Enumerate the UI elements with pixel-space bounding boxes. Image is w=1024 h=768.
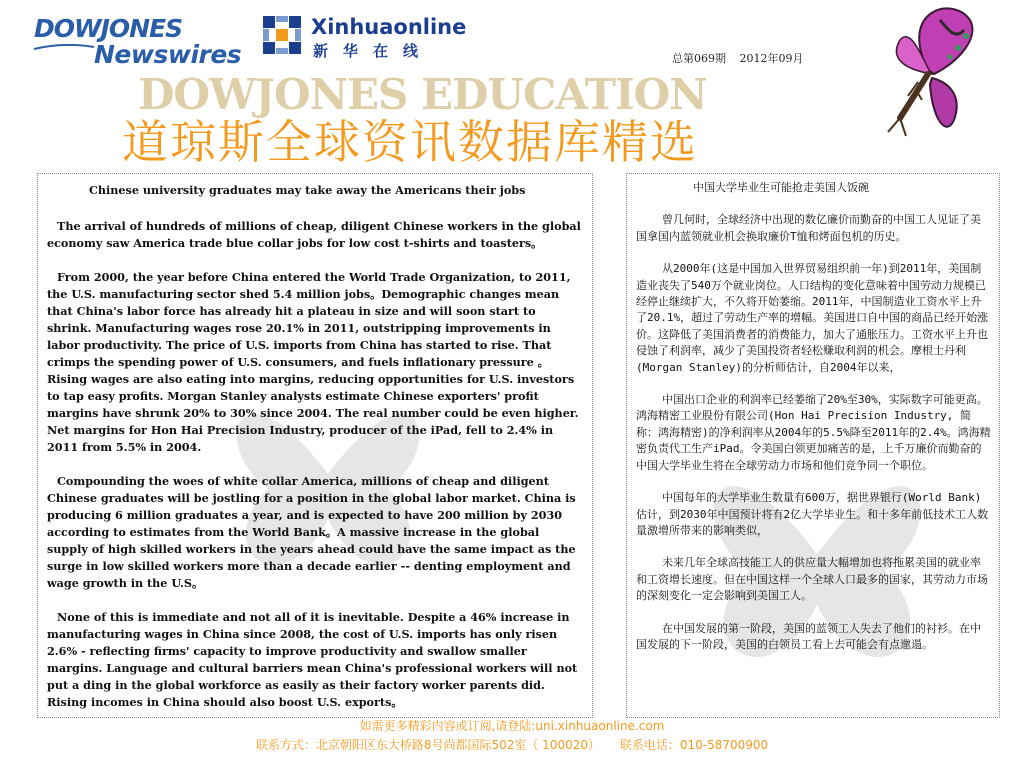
article-en-title: Chinese university graduates may take away the Americans their jobs (89, 183, 526, 197)
background-title: DOWJONES EDUCATION (138, 70, 707, 119)
footer-subscribe-link[interactable]: 如需更多精彩内容或订阅,请登陆:uni.xinhuaonline.com (359, 719, 665, 733)
article-cn-title: 中国大学毕业生可能抢走美国人饭碗 (693, 181, 869, 194)
xinhua-logo-cn: 新华在线 (313, 42, 434, 60)
footer-address: 联系方式：北京朝阳区东大桥路8号尚都国际502室（ 100020） (255, 738, 600, 752)
article-en-paragraph: Compounding the woes of white collar America, millions of cheap and diligent Chinese graduates will be jostling for a position in the global labor market. China is producing 6 million graduates a year, and is expected to have 200 million by 2030 according to estimates from the World Bank。A massive increase in the global supply of high skilled workers in the years ahead could have the same impact as the surge in low skilled workers more than a decade earlier -- denting employment and wage growth in the U.S。 (47, 474, 576, 590)
xinhuaonline-logo (263, 15, 467, 60)
dj-logo-line1: DOWJONES (34, 14, 183, 43)
footer-contact (0, 736, 1024, 753)
issue-info (672, 50, 814, 66)
dowjones-newswires-logo (34, 14, 244, 72)
butterfly-icon (858, 0, 1008, 150)
footer-phone: 联系电话：010-58700900 (619, 738, 769, 752)
article-cn-paragraph: 从2000年(这是中国加入世界贸易组织前一年)到2011年，美国制造业丧失了540万个就业岗位。人口结构的变化意味着中国劳动力规模已经停止继续扩大，不久将开始萎缩。2011年，中国制造业工资水平上升了20.1%，超过了劳动生产率的增幅。美国进口自中国的商品已经开始涨价。这降低了美国消费者的消费能力，加大了通胀压力。工资水平上升也侵蚀了利润率，减少了美国投资者轻松赚取利润的机会。摩根士丹利(Morgan Stanley)的分析师估计，自2004年以来， (636, 262, 989, 374)
article-en-paragraph: From 2000, the year before China entered the World Trade Organization, to 2011, the U.S. manufacturing sector shed 5.4 million jobs。Demographic changes mean that China's labor force has already hit a plateau in size and will soon start to shrink. Manufacturing wages rose 20.1% in 2011, outstripping improvements in labor productivity. The price of U.S. imports from China has started to rise. That crimps the spending power of U.S. consumers, and fuels inflationary pressure 。Rising wages are also eating into margins, reducing opportunities for U.S. investors to tap easy profits. Morgan Stanley analysts estimate Chinese exporters' profit margins have shrunk 20% to 30% since 2004. The real number could be even higher. Net margins for Hon Hai Precision Industry, producer of the iPad, fell to 2.4% in 2011 from 5.5% in 2004. (47, 270, 579, 454)
article-cn-paragraph: 中国出口企业的利润率已经萎缩了20%至30%，实际数字可能更高。鸿海精密工业股份有限公司(Hon Hai Precision Industry, 简称：鸿海精密)的净利润率从2004年的5.5%降至2011年的2.4%。鸿海精密负责代工生产iPad。令美国白领更加痛苦的是，上千万廉价而勤奋的中国大学毕业生将在全球劳动力市场和他们竞争同一个职位。 (636, 393, 991, 472)
xinhua-mark-icon (263, 16, 301, 54)
article-cn-paragraph: 曾几何时，全球经济中出现的数亿廉价而勤奋的中国工人见证了美国拿国内蓝领就业机会换取廉价T恤和烤面包机的历史。 (636, 213, 981, 243)
xinhua-logo-en: Xinhuaonline (311, 15, 467, 39)
article-cn-paragraph: 在中国发展的第一阶段，美国的蓝领工人失去了他们的衬衫。在中国发展的下一阶段，美国的白领员工看上去可能会有点邋遢。 (636, 621, 981, 651)
article-cn-paragraph: 中国每年的大学毕业生数量有600万，据世界银行(World Bank)估计，到2030年中国预计将有2亿大学毕业生。和十多年前低技术工人数量激增所带来的影响类似， (636, 491, 989, 537)
page-title: 道琼斯全球资讯数据库精选 (122, 115, 698, 169)
dj-logo-line2: Newswires (94, 40, 242, 69)
article-cn-paragraph: 未来几年全球高技能工人的供应量大幅增加也将拖累美国的就业率和工资增长速度。但在中国这样一个全球人口最多的国家，其劳动力市场的深刻变化一定会影响到美国工人。 (636, 556, 988, 603)
article-en-paragraph: The arrival of hundreds of millions of cheap, diligent Chinese workers in the global economy saw America trade blue collar jobs for low cost t-shirts and toasters。 (47, 219, 581, 250)
issue-date: 2012年09月 (739, 52, 804, 65)
article-english-panel[interactable] (37, 173, 593, 718)
article-chinese-panel[interactable] (626, 173, 1000, 718)
issue-number: 总第069期 (672, 52, 726, 65)
dj-swoosh-icon (34, 44, 94, 50)
article-en-paragraph: None of this is immediate and not all of it is inevitable. Despite a 46% increase in manufacturing wages in China since 2008, the cost of U.S. imports has only risen 2.6% - reflecting firms' capacity to improve productivity and swallow smaller margins. Language and cultural barriers mean China's professional workers will not put a ding in the global workforce as easily as their factory worker parents did. Rising incomes in China should also boost U.S. exports。 (47, 610, 578, 709)
